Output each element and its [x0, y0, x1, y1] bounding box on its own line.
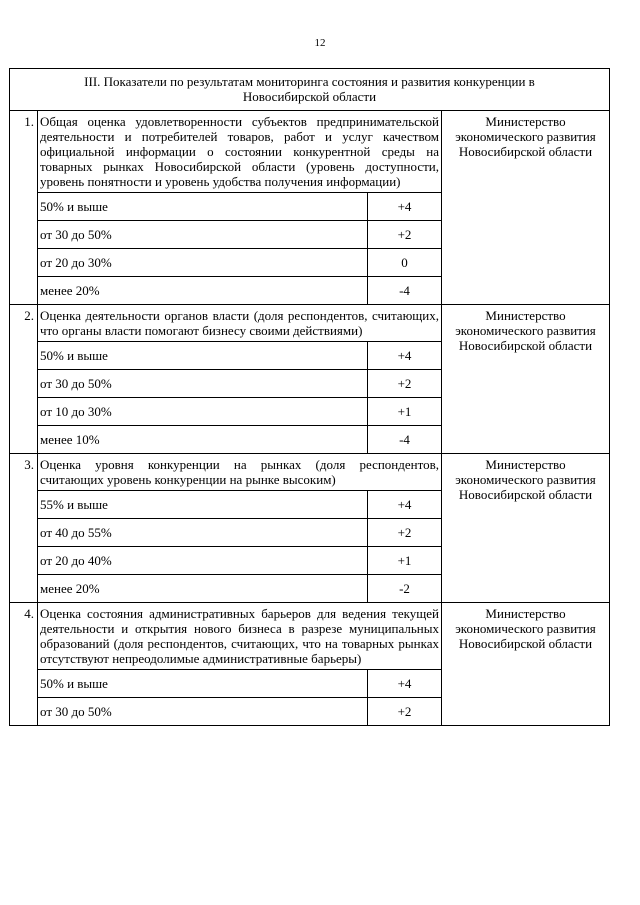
score-value: +2: [368, 370, 442, 398]
responsible-body: Министерство экономического развития Новосибирской области: [442, 603, 610, 726]
score-range: от 30 до 50%: [38, 370, 368, 398]
indicator-number: 1.: [10, 111, 38, 305]
score-range: 50% и выше: [38, 670, 368, 698]
score-range: от 30 до 50%: [38, 221, 368, 249]
indicator-description: Общая оценка удовлетворенности субъектов предпринимательской деятельности и потребителей товаров, работ и услуг качеством официальной информации о состоянии конкурентной среды на товарных рынках Новосибирской области (уровень доступности, уровень понятности и уровень удобства получения информации): [38, 111, 442, 193]
indicators-table-body: [10, 69, 610, 726]
score-range: от 30 до 50%: [38, 698, 368, 726]
score-value: -2: [368, 575, 442, 603]
indicator-row: [10, 305, 610, 342]
indicator-number: 2.: [10, 305, 38, 454]
indicator-description: Оценка уровня конкуренции на рынках (доля респондентов, считающих уровень конкуренции на рынке высоким): [38, 454, 442, 491]
section-header-row: [10, 69, 610, 111]
score-range: менее 10%: [38, 426, 368, 454]
score-value: +2: [368, 698, 442, 726]
indicator-number: 4.: [10, 603, 38, 726]
score-value: +4: [368, 193, 442, 221]
score-value: +4: [368, 491, 442, 519]
score-range: 50% и выше: [38, 193, 368, 221]
score-value: +4: [368, 670, 442, 698]
responsible-body: Министерство экономического развития Новосибирской области: [442, 454, 610, 603]
score-range: менее 20%: [38, 575, 368, 603]
indicator-description: Оценка деятельности органов власти (доля респондентов, считающих, что органы власти помогают бизнесу своими действиями): [38, 305, 442, 342]
score-value: -4: [368, 277, 442, 305]
score-value: +2: [368, 221, 442, 249]
score-value: +1: [368, 398, 442, 426]
responsible-body: Министерство экономического развития Новосибирской области: [442, 305, 610, 454]
score-value: +4: [368, 342, 442, 370]
score-value: +2: [368, 519, 442, 547]
score-value: 0: [368, 249, 442, 277]
score-value: -4: [368, 426, 442, 454]
score-range: менее 20%: [38, 277, 368, 305]
score-range: 55% и выше: [38, 491, 368, 519]
score-range: от 40 до 55%: [38, 519, 368, 547]
indicator-row: [10, 111, 610, 193]
score-range: 50% и выше: [38, 342, 368, 370]
indicator-row: [10, 454, 610, 491]
score-range: от 20 до 30%: [38, 249, 368, 277]
score-value: +1: [368, 547, 442, 575]
score-range: от 10 до 30%: [38, 398, 368, 426]
indicator-row: [10, 603, 610, 670]
indicators-table: [9, 68, 610, 726]
indicator-number: 3.: [10, 454, 38, 603]
score-range: от 20 до 40%: [38, 547, 368, 575]
indicator-description: Оценка состояния административных барьеров для ведения текущей деятельности и открытия нового бизнеса в разрезе муниципальных образований (доля респондентов, считающих, что на товарных рынках отсутствуют непреодолимые административные барьеры): [38, 603, 442, 670]
page-number: 12: [314, 37, 326, 49]
responsible-body: Министерство экономического развития Новосибирской области: [442, 111, 610, 305]
section-title: III. Показатели по результатам мониторинга состояния и развития конкуренции в Новосибирской области: [10, 69, 610, 111]
